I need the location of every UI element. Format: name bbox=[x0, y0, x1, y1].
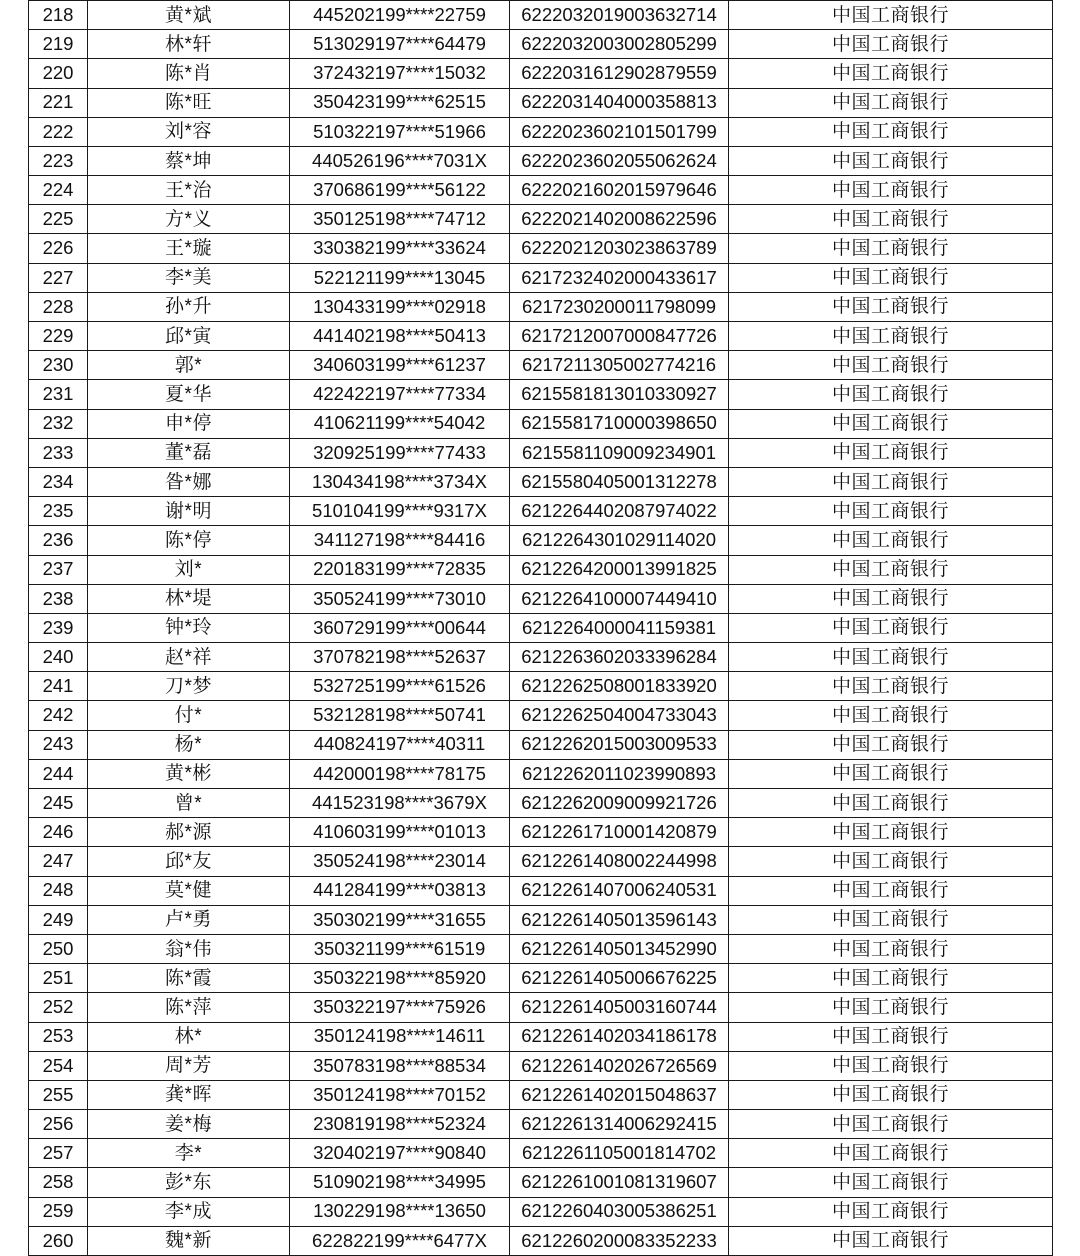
bank-name-cell: 中国工商银行 bbox=[729, 468, 1053, 497]
account-number-cell: 6212260403005386251 bbox=[510, 1198, 729, 1227]
table-row bbox=[29, 760, 1053, 789]
name-cell: 李*成 bbox=[88, 1198, 290, 1227]
row-number-cell: 247 bbox=[29, 847, 88, 876]
table-row bbox=[29, 1168, 1053, 1197]
name-cell: 卢*勇 bbox=[88, 906, 290, 935]
name-cell: 昝*娜 bbox=[88, 468, 290, 497]
account-number-cell: 6212261402034186178 bbox=[510, 1023, 729, 1052]
name-cell: 林*轩 bbox=[88, 30, 290, 59]
account-number-cell: 6212261402015048637 bbox=[510, 1081, 729, 1110]
name-cell: 翁*伟 bbox=[88, 935, 290, 964]
bank-name-cell: 中国工商银行 bbox=[729, 264, 1053, 293]
bank-name-cell: 中国工商银行 bbox=[729, 935, 1053, 964]
table-row bbox=[29, 935, 1053, 964]
row-number-cell: 231 bbox=[29, 380, 88, 409]
bank-name-cell: 中国工商银行 bbox=[729, 322, 1053, 351]
table-row bbox=[29, 468, 1053, 497]
name-cell: 夏*华 bbox=[88, 380, 290, 409]
name-cell: 方*义 bbox=[88, 205, 290, 234]
row-number-cell: 226 bbox=[29, 234, 88, 263]
name-cell: 杨* bbox=[88, 731, 290, 760]
account-number-cell: 6222021402008622596 bbox=[510, 205, 729, 234]
name-cell: 陈*霞 bbox=[88, 964, 290, 993]
bank-name-cell: 中国工商银行 bbox=[729, 1023, 1053, 1052]
table-row bbox=[29, 30, 1053, 59]
bank-name-cell: 中国工商银行 bbox=[729, 1110, 1053, 1139]
id-number-cell: 372432197****15032 bbox=[290, 59, 510, 88]
id-number-cell: 130433199****02918 bbox=[290, 293, 510, 322]
id-number-cell: 510322197****51966 bbox=[290, 118, 510, 147]
table-row bbox=[29, 701, 1053, 730]
row-number-cell: 248 bbox=[29, 877, 88, 906]
account-number-cell: 6212261408002244998 bbox=[510, 847, 729, 876]
table-row bbox=[29, 497, 1053, 526]
id-number-cell: 422422197****77334 bbox=[290, 380, 510, 409]
table-row bbox=[29, 1, 1053, 30]
id-number-cell: 320402197****90840 bbox=[290, 1139, 510, 1168]
row-number-cell: 256 bbox=[29, 1110, 88, 1139]
row-number-cell: 242 bbox=[29, 701, 88, 730]
name-cell: 李* bbox=[88, 1139, 290, 1168]
id-number-cell: 350124198****70152 bbox=[290, 1081, 510, 1110]
id-number-cell: 130229198****13650 bbox=[290, 1198, 510, 1227]
bank-name-cell: 中国工商银行 bbox=[729, 89, 1053, 118]
account-number-cell: 6217230200011798099 bbox=[510, 293, 729, 322]
account-number-cell: 6212261001081319607 bbox=[510, 1168, 729, 1197]
bank-name-cell: 中国工商银行 bbox=[729, 556, 1053, 585]
name-cell: 郭* bbox=[88, 351, 290, 380]
table-row bbox=[29, 1081, 1053, 1110]
bank-name-cell: 中国工商银行 bbox=[729, 760, 1053, 789]
id-number-cell: 350423199****62515 bbox=[290, 89, 510, 118]
row-number-cell: 249 bbox=[29, 906, 88, 935]
name-cell: 刀*梦 bbox=[88, 672, 290, 701]
bank-name-cell: 中国工商银行 bbox=[729, 1081, 1053, 1110]
name-cell: 林* bbox=[88, 1023, 290, 1052]
name-cell: 姜*梅 bbox=[88, 1110, 290, 1139]
account-number-cell: 6212261105001814702 bbox=[510, 1139, 729, 1168]
account-number-cell: 6212262009009921726 bbox=[510, 789, 729, 818]
id-number-cell: 445202199****22759 bbox=[290, 1, 510, 30]
bank-name-cell: 中国工商银行 bbox=[729, 380, 1053, 409]
bank-name-cell: 中国工商银行 bbox=[729, 847, 1053, 876]
table-row bbox=[29, 234, 1053, 263]
name-cell: 陈*萍 bbox=[88, 993, 290, 1022]
id-number-cell: 532128198****50741 bbox=[290, 701, 510, 730]
table-row bbox=[29, 205, 1053, 234]
id-number-cell: 230819198****52324 bbox=[290, 1110, 510, 1139]
table-row bbox=[29, 322, 1053, 351]
id-number-cell: 350125198****74712 bbox=[290, 205, 510, 234]
name-cell: 魏*新 bbox=[88, 1227, 290, 1256]
row-number-cell: 229 bbox=[29, 322, 88, 351]
account-number-cell: 6222031404000358813 bbox=[510, 89, 729, 118]
account-number-cell: 6212262011023990893 bbox=[510, 760, 729, 789]
row-number-cell: 250 bbox=[29, 935, 88, 964]
row-number-cell: 244 bbox=[29, 760, 88, 789]
table-row bbox=[29, 643, 1053, 672]
row-number-cell: 219 bbox=[29, 30, 88, 59]
account-number-cell: 6212261402026726569 bbox=[510, 1052, 729, 1081]
bank-name-cell: 中国工商银行 bbox=[729, 410, 1053, 439]
id-number-cell: 350524198****23014 bbox=[290, 847, 510, 876]
row-number-cell: 252 bbox=[29, 993, 88, 1022]
bank-name-cell: 中国工商银行 bbox=[729, 906, 1053, 935]
id-number-cell: 440824197****40311 bbox=[290, 731, 510, 760]
table-row bbox=[29, 1227, 1053, 1256]
name-cell: 钟*玲 bbox=[88, 614, 290, 643]
account-number-cell: 6215580405001312278 bbox=[510, 468, 729, 497]
id-number-cell: 350783198****88534 bbox=[290, 1052, 510, 1081]
name-cell: 申*停 bbox=[88, 410, 290, 439]
table-row bbox=[29, 176, 1053, 205]
row-number-cell: 258 bbox=[29, 1168, 88, 1197]
row-number-cell: 237 bbox=[29, 556, 88, 585]
name-cell: 曾* bbox=[88, 789, 290, 818]
id-number-cell: 350322197****75926 bbox=[290, 993, 510, 1022]
name-cell: 谢*明 bbox=[88, 497, 290, 526]
id-number-cell: 410621199****54042 bbox=[290, 410, 510, 439]
id-number-cell: 330382199****33624 bbox=[290, 234, 510, 263]
table-row bbox=[29, 556, 1053, 585]
table-row bbox=[29, 1139, 1053, 1168]
id-number-cell: 532725199****61526 bbox=[290, 672, 510, 701]
table-row bbox=[29, 818, 1053, 847]
account-number-cell: 6215581813010330927 bbox=[510, 380, 729, 409]
id-number-cell: 341127198****84416 bbox=[290, 526, 510, 555]
id-number-cell: 320925199****77433 bbox=[290, 439, 510, 468]
name-cell: 莫*健 bbox=[88, 877, 290, 906]
row-number-cell: 257 bbox=[29, 1139, 88, 1168]
row-number-cell: 218 bbox=[29, 1, 88, 30]
bank-name-cell: 中国工商银行 bbox=[729, 877, 1053, 906]
table-row bbox=[29, 410, 1053, 439]
bank-name-cell: 中国工商银行 bbox=[729, 818, 1053, 847]
bank-name-cell: 中国工商银行 bbox=[729, 614, 1053, 643]
account-number-cell: 6212264402087974022 bbox=[510, 497, 729, 526]
id-number-cell: 340603199****61237 bbox=[290, 351, 510, 380]
row-number-cell: 236 bbox=[29, 526, 88, 555]
account-number-cell: 6212261405006676225 bbox=[510, 964, 729, 993]
row-number-cell: 222 bbox=[29, 118, 88, 147]
name-cell: 邱*寅 bbox=[88, 322, 290, 351]
name-cell: 刘*容 bbox=[88, 118, 290, 147]
table-row bbox=[29, 993, 1053, 1022]
id-number-cell: 522121199****13045 bbox=[290, 264, 510, 293]
bank-name-cell: 中国工商银行 bbox=[729, 1168, 1053, 1197]
bank-name-cell: 中国工商银行 bbox=[729, 1139, 1053, 1168]
table-row bbox=[29, 1198, 1053, 1227]
row-number-cell: 230 bbox=[29, 351, 88, 380]
name-cell: 黄*斌 bbox=[88, 1, 290, 30]
bank-name-cell: 中国工商银行 bbox=[729, 234, 1053, 263]
table-row bbox=[29, 614, 1053, 643]
name-cell: 陈*旺 bbox=[88, 89, 290, 118]
row-number-cell: 233 bbox=[29, 439, 88, 468]
account-number-cell: 6212261405003160744 bbox=[510, 993, 729, 1022]
bank-name-cell: 中国工商银行 bbox=[729, 1052, 1053, 1081]
table-row bbox=[29, 877, 1053, 906]
row-number-cell: 235 bbox=[29, 497, 88, 526]
id-number-cell: 442000198****78175 bbox=[290, 760, 510, 789]
id-number-cell: 350302199****31655 bbox=[290, 906, 510, 935]
account-number-cell: 6222023602101501799 bbox=[510, 118, 729, 147]
row-number-cell: 223 bbox=[29, 147, 88, 176]
name-cell: 赵*祥 bbox=[88, 643, 290, 672]
id-number-cell: 350321199****61519 bbox=[290, 935, 510, 964]
row-number-cell: 238 bbox=[29, 585, 88, 614]
row-number-cell: 232 bbox=[29, 410, 88, 439]
table-row bbox=[29, 89, 1053, 118]
row-number-cell: 254 bbox=[29, 1052, 88, 1081]
row-number-cell: 241 bbox=[29, 672, 88, 701]
bank-name-cell: 中国工商银行 bbox=[729, 439, 1053, 468]
name-cell: 付* bbox=[88, 701, 290, 730]
account-number-cell: 6212261405013452990 bbox=[510, 935, 729, 964]
account-number-cell: 6215581109009234901 bbox=[510, 439, 729, 468]
bank-name-cell: 中国工商银行 bbox=[729, 59, 1053, 88]
row-number-cell: 221 bbox=[29, 89, 88, 118]
row-number-cell: 243 bbox=[29, 731, 88, 760]
account-number-cell: 6215581710000398650 bbox=[510, 410, 729, 439]
account-number-cell: 6217212007000847726 bbox=[510, 322, 729, 351]
id-number-cell: 513029197****64479 bbox=[290, 30, 510, 59]
bank-name-cell: 中国工商银行 bbox=[729, 1227, 1053, 1256]
table-row bbox=[29, 789, 1053, 818]
id-number-cell: 350322198****85920 bbox=[290, 964, 510, 993]
row-number-cell: 246 bbox=[29, 818, 88, 847]
name-cell: 龚*晖 bbox=[88, 1081, 290, 1110]
bank-name-cell: 中国工商银行 bbox=[729, 147, 1053, 176]
row-number-cell: 240 bbox=[29, 643, 88, 672]
account-number-cell: 6212264100007449410 bbox=[510, 585, 729, 614]
id-number-cell: 622822199****6477X bbox=[290, 1227, 510, 1256]
account-number-cell: 6212262504004733043 bbox=[510, 701, 729, 730]
table-row bbox=[29, 964, 1053, 993]
bank-name-cell: 中国工商银行 bbox=[729, 351, 1053, 380]
id-number-cell: 510902198****34995 bbox=[290, 1168, 510, 1197]
bank-name-cell: 中国工商银行 bbox=[729, 789, 1053, 818]
table-row bbox=[29, 1052, 1053, 1081]
row-number-cell: 259 bbox=[29, 1198, 88, 1227]
bank-name-cell: 中国工商银行 bbox=[729, 993, 1053, 1022]
account-number-cell: 6222021602015979646 bbox=[510, 176, 729, 205]
row-number-cell: 225 bbox=[29, 205, 88, 234]
name-cell: 郝*源 bbox=[88, 818, 290, 847]
account-number-cell: 6212261314006292415 bbox=[510, 1110, 729, 1139]
id-number-cell: 350524199****73010 bbox=[290, 585, 510, 614]
bank-name-cell: 中国工商银行 bbox=[729, 643, 1053, 672]
account-number-cell: 6212262508001833920 bbox=[510, 672, 729, 701]
table-row bbox=[29, 1110, 1053, 1139]
table-row bbox=[29, 585, 1053, 614]
id-number-cell: 370686199****56122 bbox=[290, 176, 510, 205]
account-number-cell: 6222032003002805299 bbox=[510, 30, 729, 59]
table-row bbox=[29, 906, 1053, 935]
table-row bbox=[29, 847, 1053, 876]
bank-name-cell: 中国工商银行 bbox=[729, 30, 1053, 59]
table-row bbox=[29, 264, 1053, 293]
row-number-cell: 224 bbox=[29, 176, 88, 205]
account-number-cell: 6212264000041159381 bbox=[510, 614, 729, 643]
account-number-cell: 6222023602055062624 bbox=[510, 147, 729, 176]
table-row bbox=[29, 526, 1053, 555]
account-number-cell: 6222021203023863789 bbox=[510, 234, 729, 263]
bank-name-cell: 中国工商银行 bbox=[729, 176, 1053, 205]
row-number-cell: 220 bbox=[29, 59, 88, 88]
table-row bbox=[29, 731, 1053, 760]
bank-name-cell: 中国工商银行 bbox=[729, 731, 1053, 760]
account-number-cell: 6212260200083352233 bbox=[510, 1227, 729, 1256]
row-number-cell: 255 bbox=[29, 1081, 88, 1110]
bank-name-cell: 中国工商银行 bbox=[729, 118, 1053, 147]
table-row bbox=[29, 380, 1053, 409]
account-number-cell: 6212261710001420879 bbox=[510, 818, 729, 847]
name-cell: 周*芳 bbox=[88, 1052, 290, 1081]
id-number-cell: 441284199****03813 bbox=[290, 877, 510, 906]
bank-name-cell: 中国工商银行 bbox=[729, 1198, 1053, 1227]
id-number-cell: 220183199****72835 bbox=[290, 556, 510, 585]
account-number-cell: 6222031612902879559 bbox=[510, 59, 729, 88]
bank-name-cell: 中国工商银行 bbox=[729, 964, 1053, 993]
id-number-cell: 360729199****00644 bbox=[290, 614, 510, 643]
account-number-cell: 6217232402000433617 bbox=[510, 264, 729, 293]
bank-name-cell: 中国工商银行 bbox=[729, 205, 1053, 234]
row-number-cell: 260 bbox=[29, 1227, 88, 1256]
bank-name-cell: 中国工商银行 bbox=[729, 701, 1053, 730]
bank-name-cell: 中国工商银行 bbox=[729, 585, 1053, 614]
row-number-cell: 228 bbox=[29, 293, 88, 322]
name-cell: 王*璇 bbox=[88, 234, 290, 263]
name-cell: 林*堤 bbox=[88, 585, 290, 614]
name-cell: 黄*彬 bbox=[88, 760, 290, 789]
recipient-table bbox=[28, 0, 1053, 1256]
table-row bbox=[29, 439, 1053, 468]
name-cell: 刘* bbox=[88, 556, 290, 585]
account-number-cell: 6212262015003009533 bbox=[510, 731, 729, 760]
bank-name-cell: 中国工商银行 bbox=[729, 1, 1053, 30]
id-number-cell: 441523198****3679X bbox=[290, 789, 510, 818]
id-number-cell: 410603199****01013 bbox=[290, 818, 510, 847]
table-row bbox=[29, 293, 1053, 322]
row-number-cell: 251 bbox=[29, 964, 88, 993]
account-number-cell: 6212261405013596143 bbox=[510, 906, 729, 935]
row-number-cell: 227 bbox=[29, 264, 88, 293]
table-row bbox=[29, 59, 1053, 88]
bank-name-cell: 中国工商银行 bbox=[729, 497, 1053, 526]
table-row bbox=[29, 672, 1053, 701]
id-number-cell: 130434198****3734X bbox=[290, 468, 510, 497]
id-number-cell: 440526196****7031X bbox=[290, 147, 510, 176]
name-cell: 邱*友 bbox=[88, 847, 290, 876]
id-number-cell: 350124198****14611 bbox=[290, 1023, 510, 1052]
name-cell: 蔡*坤 bbox=[88, 147, 290, 176]
name-cell: 彭*东 bbox=[88, 1168, 290, 1197]
name-cell: 王*治 bbox=[88, 176, 290, 205]
account-number-cell: 6222032019003632714 bbox=[510, 1, 729, 30]
bank-name-cell: 中国工商银行 bbox=[729, 293, 1053, 322]
account-number-cell: 6212261407006240531 bbox=[510, 877, 729, 906]
id-number-cell: 370782198****52637 bbox=[290, 643, 510, 672]
bank-name-cell: 中国工商银行 bbox=[729, 526, 1053, 555]
row-number-cell: 245 bbox=[29, 789, 88, 818]
name-cell: 陈*肖 bbox=[88, 59, 290, 88]
name-cell: 李*美 bbox=[88, 264, 290, 293]
name-cell: 孙*升 bbox=[88, 293, 290, 322]
account-number-cell: 6212264301029114020 bbox=[510, 526, 729, 555]
account-number-cell: 6212264200013991825 bbox=[510, 556, 729, 585]
name-cell: 陈*停 bbox=[88, 526, 290, 555]
name-cell: 董*磊 bbox=[88, 439, 290, 468]
account-number-cell: 6217211305002774216 bbox=[510, 351, 729, 380]
id-number-cell: 510104199****9317X bbox=[290, 497, 510, 526]
table-row bbox=[29, 1023, 1053, 1052]
table-row bbox=[29, 118, 1053, 147]
table-row bbox=[29, 147, 1053, 176]
row-number-cell: 239 bbox=[29, 614, 88, 643]
account-number-cell: 6212263602033396284 bbox=[510, 643, 729, 672]
id-number-cell: 441402198****50413 bbox=[290, 322, 510, 351]
row-number-cell: 253 bbox=[29, 1023, 88, 1052]
row-number-cell: 234 bbox=[29, 468, 88, 497]
table-row bbox=[29, 351, 1053, 380]
bank-name-cell: 中国工商银行 bbox=[729, 672, 1053, 701]
